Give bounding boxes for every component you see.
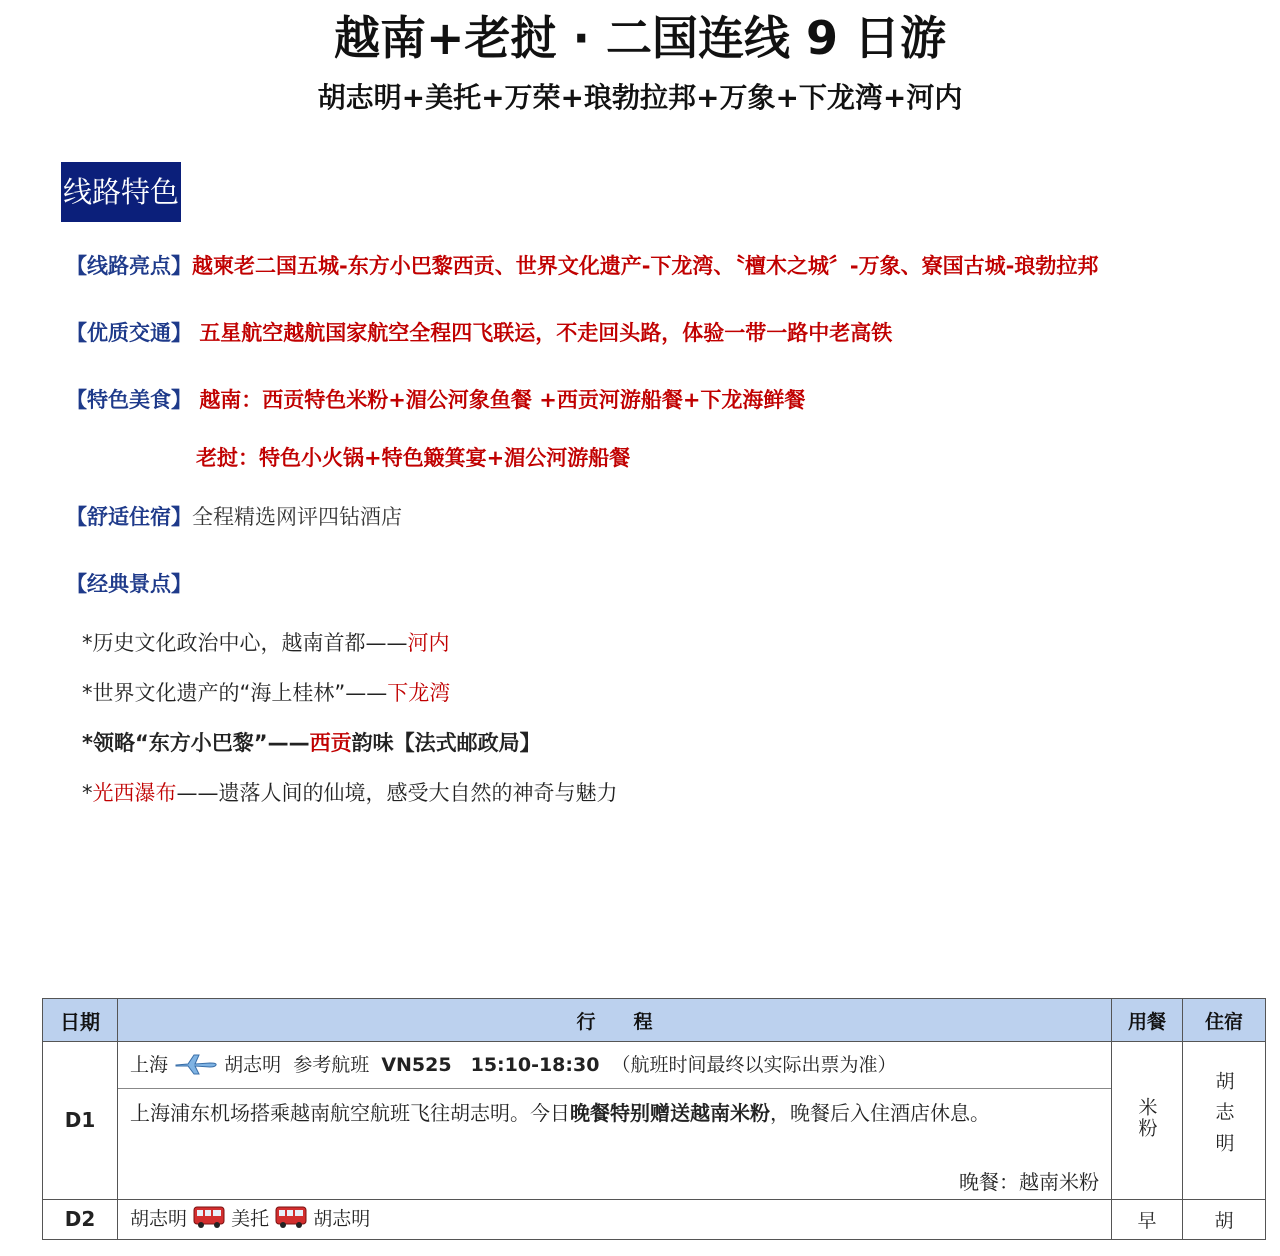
spot-text: *领略“东方小巴黎”—— — [82, 731, 310, 755]
bus-icon — [275, 1205, 307, 1234]
route-description — [118, 1089, 1111, 1126]
bus-icon — [193, 1205, 225, 1234]
table-row — [43, 1199, 1266, 1239]
flight-label: 参考航班 — [293, 1054, 370, 1076]
spot-item — [82, 627, 450, 657]
page-title: 越南+老挝 · 二国连线 9 日游 — [333, 11, 947, 65]
route-from: 上海 — [130, 1054, 169, 1076]
feature-label: 【特色美食】 — [66, 388, 192, 412]
header-date: 日期 — [43, 999, 118, 1042]
feature-text: 越柬老二国五城-东方小巴黎西贡、世界文化遗产-下龙湾、〝檀木之城〞-万象、寮国古城-琅勃拉邦 — [192, 254, 1099, 278]
page-subtitle: 胡志明+美托+万荣+琅勃拉邦+万象+下龙湾+河内 — [317, 81, 963, 114]
desc-text: ，晚餐后入住酒店休息。 — [770, 1100, 990, 1125]
feature-transport — [66, 317, 892, 347]
day-cell: D2 — [43, 1199, 118, 1239]
route-stop: 胡志明 — [130, 1207, 188, 1230]
hotel-cell — [1183, 1042, 1266, 1200]
header-hotel: 住宿 — [1183, 999, 1266, 1042]
spot-highlight: 下龙湾 — [387, 681, 451, 705]
meal-cell — [1112, 1042, 1183, 1200]
spot-item — [82, 777, 618, 807]
spot-item — [82, 727, 541, 757]
feature-spots — [66, 568, 192, 598]
spot-text: * — [82, 781, 93, 805]
feature-text: 全程精选网评四钻酒店 — [192, 505, 402, 529]
table-header-row — [43, 999, 1266, 1042]
meal-text: 米粉 — [1135, 1096, 1158, 1139]
feature-hotel — [66, 501, 402, 531]
table-row — [43, 1042, 1266, 1200]
route-stop: 美托 — [231, 1207, 270, 1230]
route-to: 胡志明 — [224, 1054, 282, 1076]
flight-info: VN525 15:10-18:30 — [381, 1054, 600, 1076]
spot-text: *世界文化遗产的“海上桂林”—— — [82, 681, 388, 705]
day-cell: D1 — [43, 1042, 118, 1200]
feature-label: 【舒适住宿】 — [66, 505, 192, 529]
spot-text: *历史文化政治中心，越南首都—— — [82, 631, 408, 655]
section-label: 线路特色 — [61, 162, 181, 222]
spot-highlight: 河内 — [407, 631, 450, 655]
feature-text: 老挝：特色小火锅+特色簸箕宴+湄公河游船餐 — [196, 446, 631, 470]
feature-label: 【优质交通】 — [66, 321, 192, 345]
feature-food — [66, 384, 805, 414]
feature-label: 【线路亮点】 — [66, 254, 192, 278]
meal-cell: 早 — [1112, 1199, 1183, 1239]
feature-text: 越南：西贡特色米粉+湄公河象鱼餐 +西贡河游船餐+下龙海鲜餐 — [199, 388, 806, 412]
spot-text: ——遗落人间的仙境，感受大自然的神奇与魅力 — [176, 781, 618, 805]
airplane-icon — [174, 1053, 218, 1080]
spot-highlight: 光西瀑布 — [92, 781, 177, 805]
route-stop: 胡志明 — [313, 1207, 371, 1230]
hotel-cell: 胡 — [1183, 1199, 1266, 1239]
spot-text: 韵味【法式邮政局】 — [351, 731, 541, 755]
route-cell — [118, 1199, 1112, 1239]
itinerary-table — [42, 998, 1266, 1240]
desc-highlight: 晚餐特别赠送越南米粉 — [570, 1100, 770, 1125]
route-dinner: 晚餐：越南米粉 — [959, 1169, 1099, 1194]
feature-food-laos — [196, 442, 630, 472]
feature-highlights — [66, 250, 1098, 280]
flight-note: （航班时间最终以实际出票为准） — [611, 1054, 897, 1076]
feature-text: 五星航空越航国家航空全程四飞联运，不走回头路，体验一带一路中老高铁 — [199, 321, 893, 345]
header-meal: 用餐 — [1112, 999, 1183, 1042]
feature-label: 【经典景点】 — [66, 572, 192, 596]
spot-highlight: 西贡 — [309, 731, 352, 755]
hotel-text: 胡志明 — [1212, 1071, 1235, 1165]
route-header — [118, 1042, 1111, 1089]
route-cell — [118, 1042, 1112, 1200]
header-route: 行 程 — [118, 999, 1112, 1042]
spot-item — [82, 677, 450, 707]
desc-text: 上海浦东机场搭乘越南航空航班飞往胡志明。今日 — [130, 1100, 570, 1125]
